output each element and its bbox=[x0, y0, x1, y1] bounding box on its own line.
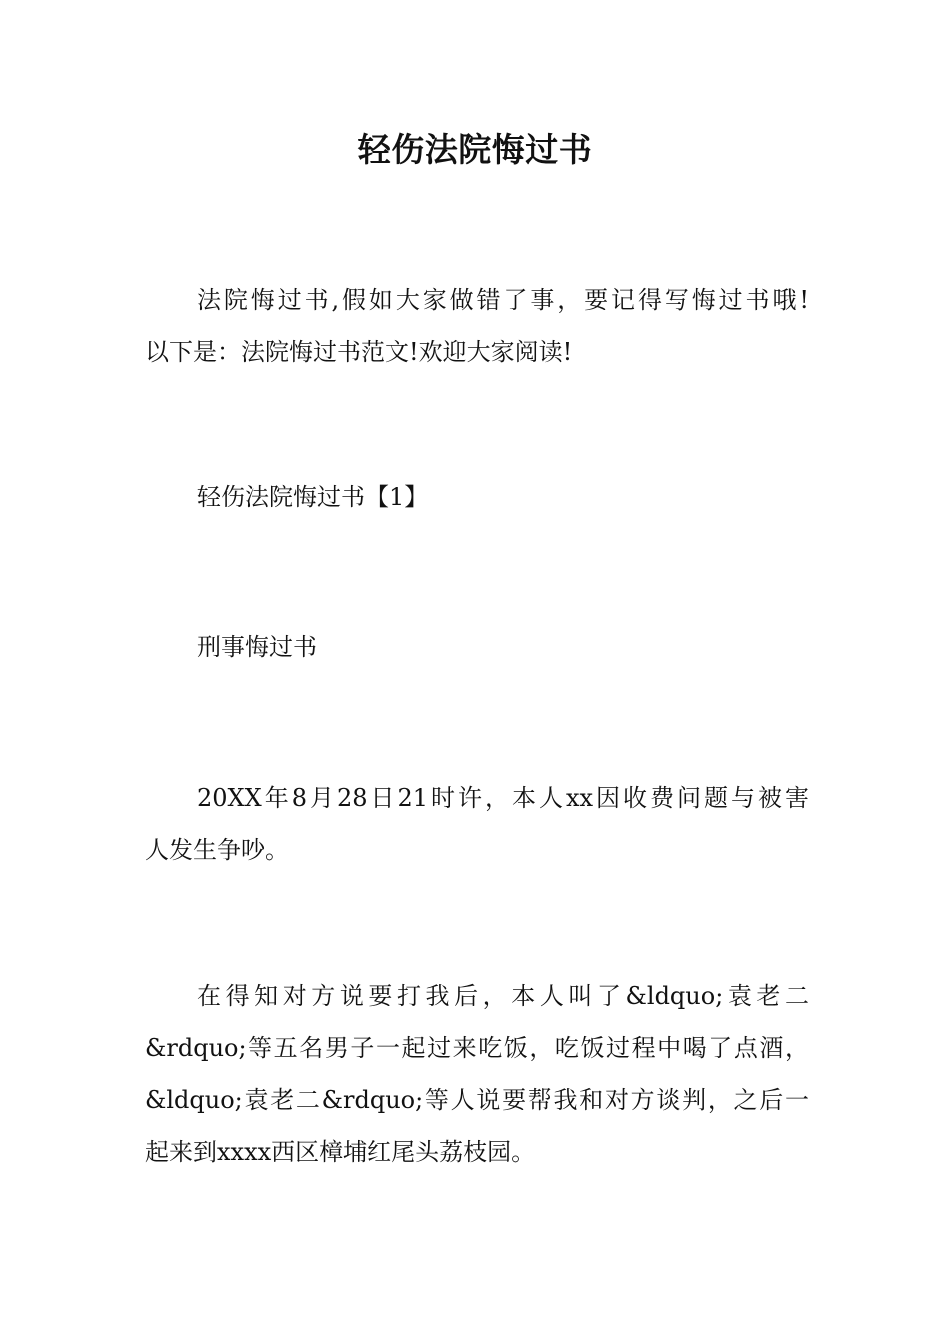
paragraph-line: 起来到xxxx西区樟埔红尾头荔枝园。 bbox=[145, 1138, 536, 1166]
paragraph-line: 法院悔过书,假如大家做错了事，要记得写悔过书哦! bbox=[197, 286, 809, 314]
paragraph-line: 轻伤法院悔过书【1】 bbox=[197, 483, 429, 511]
paragraph-incident bbox=[145, 772, 809, 876]
paragraph-details bbox=[145, 970, 809, 1178]
paragraph-line: 刑事悔过书 bbox=[197, 633, 317, 661]
section-heading bbox=[145, 471, 809, 523]
paragraph-line: &ldquo;袁老二&rdquo;等人说要帮我和对方谈判，之后一 bbox=[145, 1086, 809, 1114]
paragraph-line: 20XX年8月28日21时许，本人xx因收费问题与被害 bbox=[197, 784, 809, 812]
paragraph-line: 人发生争吵。 bbox=[145, 836, 289, 864]
document-title: 轻伤法院悔过书 bbox=[357, 130, 593, 169]
paragraph-line: 在得知对方说要打我后，本人叫了&ldquo;袁老二 bbox=[197, 982, 809, 1010]
paragraph-intro bbox=[145, 274, 809, 378]
subsection-heading bbox=[145, 621, 809, 673]
paragraph-line: &rdquo;等五名男子一起过来吃饭，吃饭过程中喝了点酒， bbox=[145, 1034, 809, 1062]
paragraph-line: 以下是：法院悔过书范文!欢迎大家阅读! bbox=[145, 338, 573, 366]
